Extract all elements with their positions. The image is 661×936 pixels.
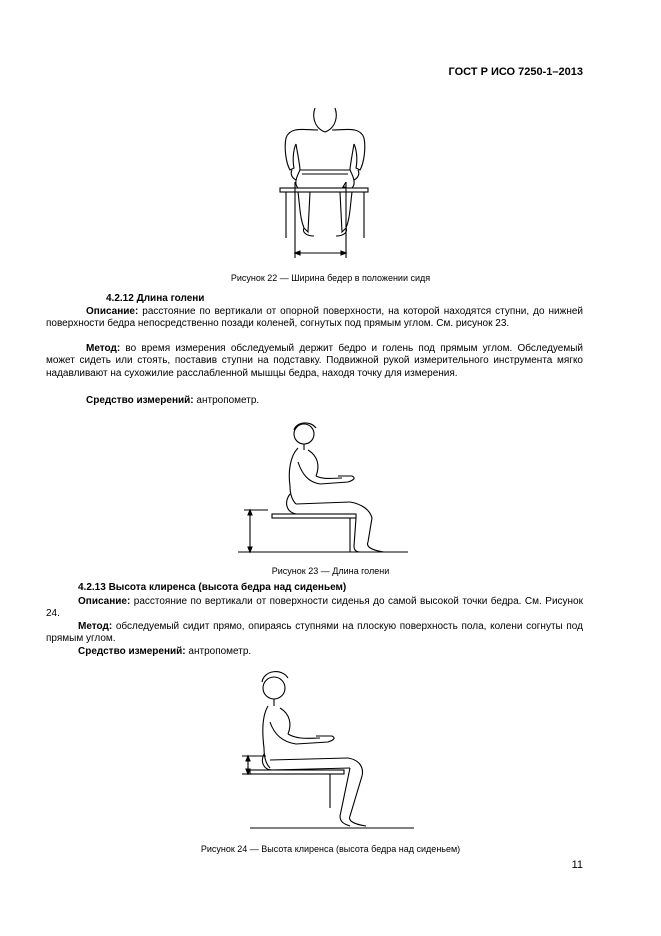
- section-4-2-12-instrument: Средство измерений: антропометр.: [86, 395, 260, 406]
- figure-23-illustration: [238, 422, 408, 557]
- figure-22-caption: Рисунок 22 — Ширина бедер в положении сидя: [230, 273, 431, 283]
- figure-24-caption: Рисунок 24 — Высота клиренса (высота бедра над сиденьем): [200, 844, 461, 854]
- page-number: 11: [571, 859, 583, 871]
- section-4-2-12-description: Описание: расстояние по вертикали от опорной поверхности, на которой находятся ступни, до нижней поверхности бедра непосредственно позади коленей, согнутых под прямым углом. См. рисунок 23.: [46, 306, 583, 330]
- figure-23-caption: Рисунок 23 — Длина голени: [271, 566, 390, 576]
- section-4-2-13-description: Описание: расстояние по вертикали от поверхности сиденья до самой высокой точки бедра. См. Рисунок 24.: [46, 596, 583, 620]
- section-4-2-13-heading: 4.2.13 Высота клиренса (высота бедра над сиденьем): [78, 582, 347, 593]
- section-4-2-13-instrument: Средство измерений: антропометр.: [78, 646, 252, 657]
- section-4-2-13-method: Метод: обследуемый сидит прямо, опираясь ступнями на плоскую поверхность пола, колени согнуты под прямым углом.: [46, 621, 583, 645]
- section-4-2-12-method: Метод: во время измерения обследуемый держит бедро и голень под прямым углом. Обследуемый может сидеть или стоять, поставив ступни на подставку. Подвижной рукой измерительного инструмента мягко надавливают на сухожилие расслабленной мышцы бедра, находя точку для измерения.: [46, 343, 583, 379]
- section-4-2-12-heading: 4.2.12 Длина голени: [106, 293, 205, 304]
- figure-24-illustration: [236, 668, 416, 833]
- document-header: ГОСТ Р ИСО 7250-1–2013: [448, 66, 583, 78]
- figure-22-illustration: [270, 108, 380, 263]
